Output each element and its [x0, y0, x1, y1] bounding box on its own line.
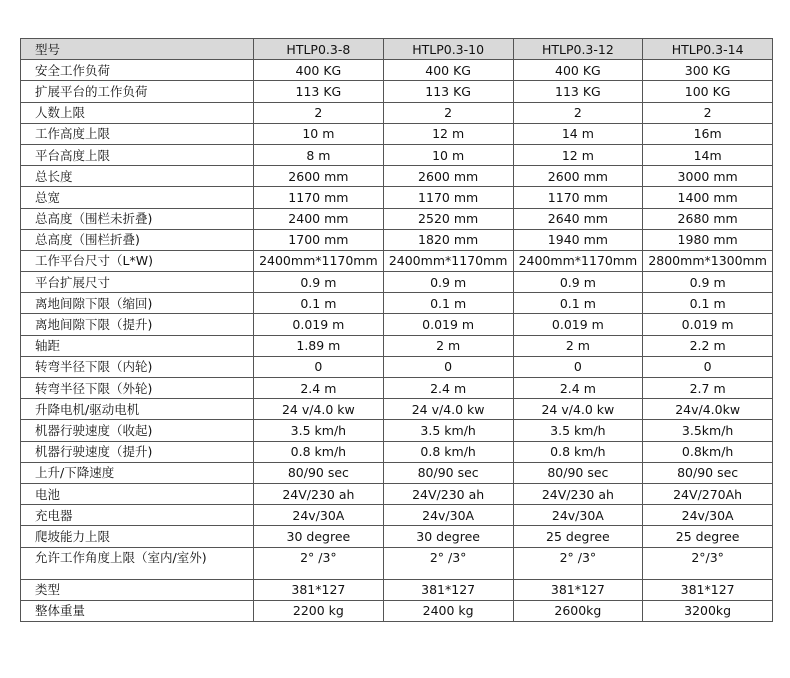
table-row	[21, 505, 773, 526]
row-value: 30 degree	[383, 526, 513, 547]
table-row	[21, 187, 773, 208]
table-row	[21, 441, 773, 462]
row-label: 工作平台尺寸（L*W)	[21, 250, 254, 271]
row-value: 24v/30A	[643, 505, 773, 526]
row-value: 1820 mm	[383, 229, 513, 250]
row-value: 2600 mm	[254, 166, 384, 187]
row-label: 整体重量	[21, 600, 254, 621]
row-value: 0.1 m	[254, 293, 384, 314]
row-value: 0	[643, 356, 773, 377]
table-row	[21, 600, 773, 621]
table-row	[21, 144, 773, 165]
row-value: 1700 mm	[254, 229, 384, 250]
row-label: 离地间隙下限（提升)	[21, 314, 254, 335]
row-value: 2600 mm	[513, 166, 643, 187]
row-value: 2.4 m	[513, 378, 643, 399]
table-row	[21, 272, 773, 293]
table-row	[21, 229, 773, 250]
row-value: 24V/230 ah	[383, 483, 513, 504]
table-row	[21, 60, 773, 81]
table-row	[21, 208, 773, 229]
row-value: 30 degree	[254, 526, 384, 547]
row-value: 2400mm*1170mm	[513, 250, 643, 271]
table-row	[21, 483, 773, 504]
row-value: 24 v/4.0 kw	[383, 399, 513, 420]
row-value: 2 m	[383, 335, 513, 356]
row-label: 上升/下降速度	[21, 462, 254, 483]
row-value: 113 KG	[513, 81, 643, 102]
row-label: 机器行驶速度（提升)	[21, 441, 254, 462]
row-value: 2400mm*1170mm	[254, 250, 384, 271]
table-row	[21, 250, 773, 271]
row-label: 工作高度上限	[21, 123, 254, 144]
row-label: 总长度	[21, 166, 254, 187]
row-value: 2.7 m	[643, 378, 773, 399]
row-label: 扩展平台的工作负荷	[21, 81, 254, 102]
row-value: 2400 mm	[254, 208, 384, 229]
row-value: 100 KG	[643, 81, 773, 102]
row-label: 离地间隙下限（缩回)	[21, 293, 254, 314]
row-value: 0.1 m	[513, 293, 643, 314]
row-value: 14 m	[513, 123, 643, 144]
row-value: 0.9 m	[643, 272, 773, 293]
row-label: 安全工作负荷	[21, 60, 254, 81]
row-value: 1940 mm	[513, 229, 643, 250]
row-value: 2	[254, 102, 384, 123]
spec-table-body	[21, 60, 773, 622]
row-label: 总高度（围栏未折叠)	[21, 208, 254, 229]
row-value: 3.5 km/h	[383, 420, 513, 441]
row-value: 0.1 m	[383, 293, 513, 314]
row-value: 10 m	[383, 144, 513, 165]
row-value: 381*127	[254, 579, 384, 600]
row-value: 80/90 sec	[513, 462, 643, 483]
table-row	[21, 166, 773, 187]
row-value: 2 m	[513, 335, 643, 356]
row-label: 轴距	[21, 335, 254, 356]
row-value: 0.019 m	[254, 314, 384, 335]
table-row	[21, 420, 773, 441]
table-row	[21, 335, 773, 356]
row-value: 0.1 m	[643, 293, 773, 314]
row-value: 24 v/4.0 kw	[513, 399, 643, 420]
row-value: 0.9 m	[513, 272, 643, 293]
row-value: 12 m	[513, 144, 643, 165]
header-model: HTLP0.3-8	[254, 39, 384, 60]
row-label: 转弯半径下限（外轮)	[21, 378, 254, 399]
row-value: 300 KG	[643, 60, 773, 81]
table-row	[21, 526, 773, 547]
row-value: 2200 kg	[254, 600, 384, 621]
row-value: 0	[383, 356, 513, 377]
row-value: 1170 mm	[513, 187, 643, 208]
row-value: 1170 mm	[254, 187, 384, 208]
row-value: 0.8 km/h	[513, 441, 643, 462]
row-value: 3.5km/h	[643, 420, 773, 441]
header-label: 型号	[21, 39, 254, 60]
table-row	[21, 579, 773, 600]
row-value: 2680 mm	[643, 208, 773, 229]
row-value: 1400 mm	[643, 187, 773, 208]
row-value: 1980 mm	[643, 229, 773, 250]
row-label: 爬坡能力上限	[21, 526, 254, 547]
row-value: 381*127	[513, 579, 643, 600]
row-value: 2° /3°	[254, 547, 384, 579]
row-value: 3000 mm	[643, 166, 773, 187]
header-model: HTLP0.3-10	[383, 39, 513, 60]
row-value: 0.8km/h	[643, 441, 773, 462]
row-value: 10 m	[254, 123, 384, 144]
table-row	[21, 399, 773, 420]
row-value: 400 KG	[513, 60, 643, 81]
row-label: 平台扩展尺寸	[21, 272, 254, 293]
row-value: 80/90 sec	[643, 462, 773, 483]
row-value: 0.9 m	[383, 272, 513, 293]
row-value: 3.5 km/h	[513, 420, 643, 441]
row-value: 3.5 km/h	[254, 420, 384, 441]
row-value: 2600kg	[513, 600, 643, 621]
row-label: 总宽	[21, 187, 254, 208]
row-value: 113 KG	[383, 81, 513, 102]
row-value: 400 KG	[383, 60, 513, 81]
row-value: 1.89 m	[254, 335, 384, 356]
row-value: 80/90 sec	[254, 462, 384, 483]
table-row	[21, 356, 773, 377]
row-value: 8 m	[254, 144, 384, 165]
row-label: 转弯半径下限（内轮)	[21, 356, 254, 377]
row-value: 25 degree	[513, 526, 643, 547]
header-model: HTLP0.3-14	[643, 39, 773, 60]
row-value: 1170 mm	[383, 187, 513, 208]
row-label: 类型	[21, 579, 254, 600]
row-value: 2520 mm	[383, 208, 513, 229]
table-row	[21, 123, 773, 144]
row-value: 0.8 km/h	[254, 441, 384, 462]
row-value: 2	[643, 102, 773, 123]
row-value: 24V/270Ah	[643, 483, 773, 504]
row-value: 0	[513, 356, 643, 377]
row-value: 24v/30A	[513, 505, 643, 526]
row-value: 2.4 m	[254, 378, 384, 399]
row-value: 2600 mm	[383, 166, 513, 187]
row-label: 充电器	[21, 505, 254, 526]
row-value: 0.019 m	[643, 314, 773, 335]
row-value: 2	[383, 102, 513, 123]
table-row	[21, 314, 773, 335]
row-value: 400 KG	[254, 60, 384, 81]
row-value: 25 degree	[643, 526, 773, 547]
row-value: 2640 mm	[513, 208, 643, 229]
header-model: HTLP0.3-12	[513, 39, 643, 60]
table-row	[21, 81, 773, 102]
row-value: 24V/230 ah	[254, 483, 384, 504]
row-value: 2400mm*1170mm	[383, 250, 513, 271]
row-value: 113 KG	[254, 81, 384, 102]
table-row	[21, 102, 773, 123]
row-label: 电池	[21, 483, 254, 504]
row-value: 0.9 m	[254, 272, 384, 293]
row-value: 0.019 m	[383, 314, 513, 335]
row-label: 平台高度上限	[21, 144, 254, 165]
row-label: 允许工作角度上限（室内/室外)	[21, 547, 254, 579]
row-value: 0	[254, 356, 384, 377]
row-value: 14m	[643, 144, 773, 165]
row-value: 381*127	[643, 579, 773, 600]
row-label: 升降电机/驱动电机	[21, 399, 254, 420]
row-value: 16m	[643, 123, 773, 144]
table-row	[21, 293, 773, 314]
spec-table	[20, 38, 773, 622]
row-value: 12 m	[383, 123, 513, 144]
row-value: 24v/30A	[254, 505, 384, 526]
row-value: 381*127	[383, 579, 513, 600]
row-value: 3200kg	[643, 600, 773, 621]
row-value: 2.4 m	[383, 378, 513, 399]
row-value: 24v/30A	[383, 505, 513, 526]
row-value: 2°/3°	[643, 547, 773, 579]
table-row	[21, 378, 773, 399]
table-row	[21, 462, 773, 483]
row-value: 80/90 sec	[383, 462, 513, 483]
row-label: 机器行驶速度（收起)	[21, 420, 254, 441]
row-label: 总高度（围栏折叠)	[21, 229, 254, 250]
row-value: 24V/230 ah	[513, 483, 643, 504]
row-value: 2° /3°	[513, 547, 643, 579]
header-row	[21, 39, 773, 60]
row-value: 24 v/4.0 kw	[254, 399, 384, 420]
row-value: 2800mm*1300mm	[643, 250, 773, 271]
row-label: 人数上限	[21, 102, 254, 123]
row-value: 24v/4.0kw	[643, 399, 773, 420]
row-value: 0.019 m	[513, 314, 643, 335]
row-value: 2	[513, 102, 643, 123]
row-value: 2400 kg	[383, 600, 513, 621]
table-row	[21, 547, 773, 579]
row-value: 2.2 m	[643, 335, 773, 356]
row-value: 0.8 km/h	[383, 441, 513, 462]
row-value: 2° /3°	[383, 547, 513, 579]
